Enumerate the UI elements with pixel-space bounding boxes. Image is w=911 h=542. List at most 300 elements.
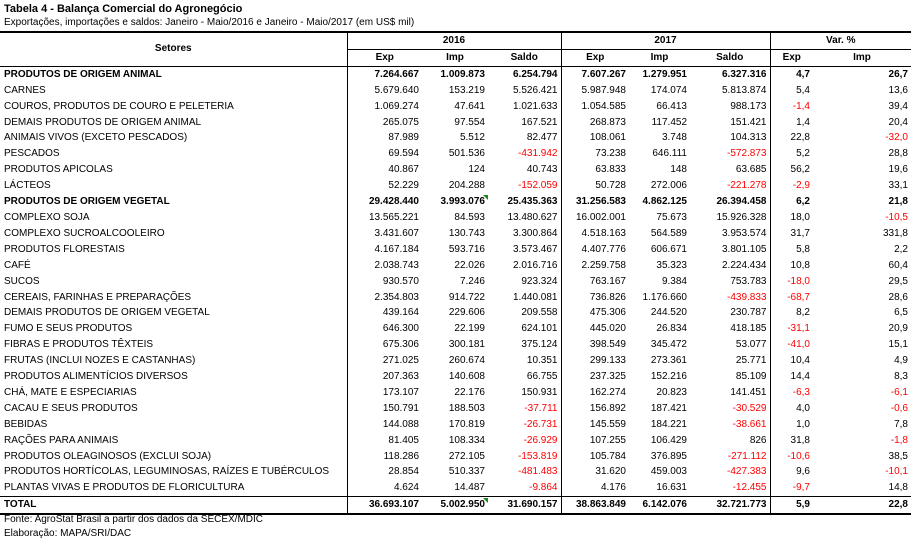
cell-imp-2017: 16.631 xyxy=(656,482,687,494)
cell-imp-2017: 148 xyxy=(670,164,687,176)
cell-saldo-2017: 26.394.458 xyxy=(690,194,770,210)
cell-var-imp: 2,2 xyxy=(894,243,908,255)
sector-label: PRODUTOS DE ORIGEM ANIMAL xyxy=(0,66,347,82)
column-header-var: Var. % xyxy=(770,32,911,49)
cell-exp-2016: 173.107 xyxy=(382,386,419,398)
cell-imp-2016: 204.288 xyxy=(448,180,485,192)
cell-imp-2017: 184.221 xyxy=(650,418,687,430)
table-row xyxy=(0,115,911,131)
cell-imp-2016: 3.993.076 xyxy=(440,196,485,208)
cell-exp-2017: 73.238 xyxy=(595,148,626,160)
cell-exp-2017: 299.133 xyxy=(589,355,626,367)
cell-exp-2017: 145.559 xyxy=(589,418,626,430)
cell-exp-2016: 207.363 xyxy=(382,371,419,383)
cell-imp-2017: 1.176.660 xyxy=(642,291,687,303)
cell-var-imp: 13,6 xyxy=(888,84,908,96)
cell-imp-2016: 914.722 xyxy=(448,291,485,303)
cell-imp-2017: 345.472 xyxy=(650,339,687,351)
cell-saldo-2016: 3.573.467 xyxy=(488,242,561,258)
table-row xyxy=(0,305,911,321)
table-row xyxy=(0,194,911,210)
cell-imp-2016: 108.334 xyxy=(448,434,485,446)
cell-saldo-2016: 3.300.864 xyxy=(488,226,561,242)
cell-var-imp: -6,1 xyxy=(890,386,908,398)
sector-label: CARNES xyxy=(0,83,347,99)
cell-saldo-2016: 1.440.081 xyxy=(488,290,561,306)
cell-saldo-2017: -439.833 xyxy=(690,290,770,306)
cell-var-exp: -10,6 xyxy=(787,450,810,462)
cell-exp-2016: 28.854 xyxy=(388,466,419,478)
cell-saldo-2017: 753.783 xyxy=(690,274,770,290)
cell-exp-2016: 271.025 xyxy=(382,355,419,367)
cell-saldo-2016: -481.483 xyxy=(488,464,561,480)
cell-saldo-2016: 209.558 xyxy=(488,305,561,321)
column-header-saldo-2016: Saldo xyxy=(488,49,561,66)
cell-exp-2016: 646.300 xyxy=(382,323,419,335)
total-imp-2017: 6.142.076 xyxy=(629,497,690,514)
cell-var-imp: 20,4 xyxy=(888,116,908,128)
table-row xyxy=(0,417,911,433)
sector-label: PRODUTOS HORTÍCOLAS, LEGUMINOSAS, RAÍZES E TUBÉRCULOS xyxy=(0,464,347,480)
cell-var-exp: -68,7 xyxy=(787,291,810,303)
cell-exp-2016: 4.624 xyxy=(393,482,419,494)
column-header-var-imp: Imp xyxy=(813,49,911,66)
cell-saldo-2017: 15.926.328 xyxy=(690,210,770,226)
cell-saldo-2016: 10.351 xyxy=(488,353,561,369)
cell-saldo-2017: 6.327.316 xyxy=(690,66,770,82)
cell-var-exp: -9,7 xyxy=(792,482,810,494)
cell-var-imp: -10,5 xyxy=(885,211,908,223)
cell-saldo-2017: 230.787 xyxy=(690,305,770,321)
sector-label: RAÇÕES PARA ANIMAIS xyxy=(0,433,347,449)
cell-var-imp: 38,5 xyxy=(888,450,908,462)
cell-exp-2017: 108.061 xyxy=(589,132,626,144)
cell-var-imp: 8,3 xyxy=(894,371,908,383)
cell-saldo-2016: 167.521 xyxy=(488,115,561,131)
cell-imp-2017: 4.862.125 xyxy=(642,196,687,208)
cell-imp-2017: 174.074 xyxy=(650,84,687,96)
cell-saldo-2017: -12.455 xyxy=(690,480,770,496)
cell-exp-2017: 268.873 xyxy=(589,116,626,128)
cell-imp-2017: 272.006 xyxy=(650,180,687,192)
cell-var-exp: -6,3 xyxy=(792,386,810,398)
cell-var-exp: 5,8 xyxy=(796,243,810,255)
cell-var-exp: 10,8 xyxy=(790,259,810,271)
cell-var-imp: -0,6 xyxy=(890,402,908,414)
cell-imp-2017: 26.834 xyxy=(656,323,687,335)
cell-var-exp: 4,7 xyxy=(796,68,810,80)
cell-var-imp: 21,8 xyxy=(888,196,908,208)
cell-saldo-2016: -153.819 xyxy=(488,449,561,465)
cell-saldo-2017: -38.661 xyxy=(690,417,770,433)
column-header-2017: 2017 xyxy=(561,32,770,49)
cell-imp-2016: 593.716 xyxy=(448,243,485,255)
cell-exp-2017: 50.728 xyxy=(595,180,626,192)
cell-imp-2017: 106.429 xyxy=(650,434,687,446)
cell-var-exp: 14,4 xyxy=(790,371,810,383)
cell-var-exp: 56,2 xyxy=(790,164,810,176)
total-saldo-2016: 31.690.157 xyxy=(488,497,561,514)
cell-imp-2017: 646.111 xyxy=(652,148,687,160)
sector-label: PRODUTOS APICOLAS xyxy=(0,162,347,178)
cell-exp-2016: 4.167.184 xyxy=(374,243,419,255)
cell-saldo-2016: 375.124 xyxy=(488,337,561,353)
cell-saldo-2016: 40.743 xyxy=(488,162,561,178)
cell-exp-2016: 7.264.667 xyxy=(374,68,419,80)
sector-label: CAFÉ xyxy=(0,258,347,274)
cell-saldo-2016: 13.480.627 xyxy=(488,210,561,226)
cell-exp-2016: 13.565.221 xyxy=(368,211,419,223)
cell-var-exp: -2,9 xyxy=(792,180,810,192)
cell-imp-2016: 272.105 xyxy=(448,450,485,462)
sector-label: CHÁ, MATE E ESPECIARIAS xyxy=(0,385,347,401)
sector-label: PLANTAS VIVAS E PRODUTOS DE FLORICULTURA xyxy=(0,480,347,496)
cell-saldo-2017: 5.813.874 xyxy=(690,83,770,99)
table-row xyxy=(0,369,911,385)
cell-imp-2016: 130.743 xyxy=(448,227,485,239)
table-row xyxy=(0,321,911,337)
cell-var-imp: 19,6 xyxy=(888,164,908,176)
cell-imp-2017: 187.421 xyxy=(650,402,687,414)
cell-var-imp: 6,5 xyxy=(894,307,908,319)
cell-exp-2016: 69.594 xyxy=(388,148,419,160)
cell-exp-2017: 162.274 xyxy=(589,386,626,398)
cell-exp-2017: 398.549 xyxy=(589,339,626,351)
cell-saldo-2017: 826 xyxy=(690,433,770,449)
column-header-setores: Setores xyxy=(0,32,347,66)
total-var-exp: 5,9 xyxy=(770,497,813,514)
cell-var-exp: 22,8 xyxy=(790,132,810,144)
cell-exp-2016: 52.229 xyxy=(388,180,419,192)
column-header-exp-2017: Exp xyxy=(561,49,629,66)
cell-saldo-2017: -271.112 xyxy=(690,449,770,465)
cell-saldo-2016: 1.021.633 xyxy=(488,99,561,115)
cell-var-exp: 10,4 xyxy=(790,355,810,367)
table-row xyxy=(0,178,911,194)
cell-exp-2016: 930.570 xyxy=(382,275,419,287)
cell-saldo-2017: -221.278 xyxy=(690,178,770,194)
cell-exp-2016: 2.038.743 xyxy=(374,259,419,271)
cell-exp-2017: 1.054.585 xyxy=(581,100,626,112)
column-header-var-exp: Exp xyxy=(770,49,813,66)
cell-imp-2016: 501.536 xyxy=(448,148,485,160)
cell-exp-2017: 2.259.758 xyxy=(581,259,626,271)
cell-var-imp: 29,5 xyxy=(888,275,908,287)
cell-saldo-2017: 2.224.434 xyxy=(690,258,770,274)
cell-saldo-2017: 53.077 xyxy=(690,337,770,353)
cell-var-imp: -1,8 xyxy=(890,434,908,446)
cell-saldo-2016: 923.324 xyxy=(488,274,561,290)
cell-saldo-2017: 3.953.574 xyxy=(690,226,770,242)
total-var-imp: 22,8 xyxy=(813,497,911,514)
cell-exp-2016: 2.354.803 xyxy=(374,291,419,303)
sector-label: FRUTAS (INCLUI NOZES E CASTANHAS) xyxy=(0,353,347,369)
total-exp-2017: 38.863.849 xyxy=(561,497,629,514)
cell-exp-2016: 40.867 xyxy=(388,164,419,176)
table-row xyxy=(0,162,911,178)
column-header-saldo-2017: Saldo xyxy=(690,49,770,66)
cell-exp-2016: 1.069.274 xyxy=(374,100,419,112)
cell-saldo-2016: 6.254.794 xyxy=(488,66,561,82)
total-saldo-2017: 32.721.773 xyxy=(690,497,770,514)
sector-label: COMPLEXO SUCROALCOOLEIRO xyxy=(0,226,347,242)
sector-label: DEMAIS PRODUTOS DE ORIGEM ANIMAL xyxy=(0,115,347,131)
table-subtitle: Exportações, importações e saldos: Janeiro - Maio/2016 e Janeiro - Maio/2017 (em US$ mil) xyxy=(4,17,415,28)
cell-imp-2016: 510.337 xyxy=(448,466,485,478)
cell-var-exp: 1,0 xyxy=(796,418,810,430)
column-header-exp-2016: Exp xyxy=(347,49,422,66)
cell-saldo-2016: 2.016.716 xyxy=(488,258,561,274)
cell-var-exp: -1,4 xyxy=(792,100,810,112)
cell-saldo-2016: 5.526.421 xyxy=(488,83,561,99)
cell-var-exp: -18,0 xyxy=(787,275,810,287)
cell-var-exp: -41,0 xyxy=(787,339,810,351)
cell-exp-2017: 5.987.948 xyxy=(581,84,626,96)
cell-exp-2016: 439.164 xyxy=(382,307,419,319)
cell-imp-2016: 14.487 xyxy=(454,482,485,494)
table-row xyxy=(0,99,911,115)
table-row xyxy=(0,449,911,465)
cell-var-exp: 5,4 xyxy=(796,84,810,96)
cell-saldo-2017: 25.771 xyxy=(690,353,770,369)
cell-imp-2017: 3.748 xyxy=(661,132,687,144)
cell-imp-2016: 7.246 xyxy=(459,275,485,287)
column-header-imp-2017: Imp xyxy=(629,49,690,66)
table-row xyxy=(0,480,911,496)
table-row xyxy=(0,385,911,401)
cell-var-exp: 4,0 xyxy=(796,402,810,414)
sector-label: PRODUTOS DE ORIGEM VEGETAL xyxy=(0,194,347,210)
sector-label: LÁCTEOS xyxy=(0,178,347,194)
cell-exp-2016: 144.088 xyxy=(382,418,419,430)
cell-imp-2016: 1.009.873 xyxy=(440,68,485,80)
cell-imp-2016: 188.503 xyxy=(448,402,485,414)
cell-var-imp: 15,1 xyxy=(888,339,908,351)
cell-imp-2016: 22.199 xyxy=(454,323,485,335)
cell-imp-2016: 97.554 xyxy=(454,116,485,128)
cell-imp-2016: 229.606 xyxy=(448,307,485,319)
cell-var-imp: -10,1 xyxy=(885,466,908,478)
source-note: Fonte: AgroStat Brasil a partir dos dados da SECEX/MDIC xyxy=(4,514,264,525)
sector-label: COMPLEXO SOJA xyxy=(0,210,347,226)
table-row xyxy=(0,433,911,449)
cell-imp-2017: 35.323 xyxy=(656,259,687,271)
elaboration-note: Elaboração: MAPA/SRI/DAC xyxy=(4,528,132,539)
cell-imp-2017: 117.452 xyxy=(651,116,687,128)
sector-label: COUROS, PRODUTOS DE COURO E PELETERIA xyxy=(0,99,347,115)
cell-var-exp: 18,0 xyxy=(790,211,810,223)
table-row xyxy=(0,464,911,480)
cell-saldo-2017: 141.451 xyxy=(690,385,770,401)
total-label: TOTAL xyxy=(0,497,347,514)
total-exp-2016: 36.693.107 xyxy=(347,497,422,514)
cell-var-imp: 20,9 xyxy=(888,323,908,335)
cell-exp-2016: 118.286 xyxy=(383,450,419,462)
total-imp-2016: 5.002.950 xyxy=(422,497,488,514)
cell-exp-2017: 4.176 xyxy=(600,482,626,494)
cell-var-imp: 39,4 xyxy=(888,100,908,112)
cell-saldo-2016: -26.731 xyxy=(488,417,561,433)
sector-label: FUMO E SEUS PRODUTOS xyxy=(0,321,347,337)
cell-imp-2016: 153.219 xyxy=(448,84,485,96)
cell-imp-2017: 244.520 xyxy=(650,307,687,319)
cell-exp-2016: 265.075 xyxy=(382,116,419,128)
cell-imp-2017: 1.279.951 xyxy=(642,68,687,80)
cell-exp-2017: 237.325 xyxy=(589,371,626,383)
cell-exp-2017: 475.306 xyxy=(589,307,626,319)
cell-imp-2017: 564.589 xyxy=(650,227,687,239)
cell-imp-2016: 260.674 xyxy=(448,355,485,367)
table-row xyxy=(0,226,911,242)
table-row xyxy=(0,290,911,306)
cell-imp-2016: 22.176 xyxy=(454,386,485,398)
sector-label: DEMAIS PRODUTOS DE ORIGEM VEGETAL xyxy=(0,305,347,321)
table-body xyxy=(0,66,911,496)
cell-exp-2017: 31.620 xyxy=(595,466,626,478)
cell-exp-2017: 4.407.776 xyxy=(581,243,626,255)
cell-marker-icon xyxy=(483,498,488,503)
column-header-2016: 2016 xyxy=(347,32,561,49)
sector-label: FIBRAS E PRODUTOS TÊXTEIS xyxy=(0,337,347,353)
cell-saldo-2017: 418.185 xyxy=(690,321,770,337)
cell-var-imp: 4,9 xyxy=(894,355,908,367)
cell-saldo-2017: -30.529 xyxy=(690,401,770,417)
cell-imp-2017: 376.895 xyxy=(650,450,687,462)
cell-imp-2017: 20.823 xyxy=(656,386,687,398)
cell-var-imp: 14,8 xyxy=(888,482,908,494)
cell-saldo-2017: 85.109 xyxy=(690,369,770,385)
cell-imp-2017: 66.413 xyxy=(656,100,687,112)
cell-var-exp: 5,2 xyxy=(796,148,810,160)
cell-var-exp: 31,7 xyxy=(790,227,810,239)
sector-label: ANIMAIS VIVOS (EXCETO PESCADOS) xyxy=(0,130,347,146)
cell-var-exp: 8,2 xyxy=(796,307,810,319)
cell-exp-2016: 87.989 xyxy=(388,132,419,144)
cell-saldo-2017: 151.421 xyxy=(690,115,770,131)
cell-var-exp: 1,4 xyxy=(796,116,810,128)
sector-label: CEREAIS, FARINHAS E PREPARAÇÕES xyxy=(0,290,347,306)
cell-imp-2017: 75.673 xyxy=(656,211,687,223)
cell-exp-2017: 736.826 xyxy=(589,291,626,303)
cell-imp-2017: 9.384 xyxy=(661,275,687,287)
table-row xyxy=(0,401,911,417)
cell-exp-2016: 675.306 xyxy=(382,339,419,351)
table-row xyxy=(0,83,911,99)
sector-label: CACAU E SEUS PRODUTOS xyxy=(0,401,347,417)
cell-exp-2017: 156.892 xyxy=(589,402,626,414)
cell-saldo-2017: 988.173 xyxy=(690,99,770,115)
cell-var-exp: 31,8 xyxy=(790,434,810,446)
cell-imp-2017: 152.216 xyxy=(650,371,687,383)
cell-exp-2017: 105.784 xyxy=(589,450,626,462)
cell-var-exp: 6,2 xyxy=(796,196,810,208)
cell-imp-2016: 140.608 xyxy=(448,371,485,383)
cell-exp-2017: 107.255 xyxy=(589,434,626,446)
table-title: Tabela 4 - Balança Comercial do Agronegócio xyxy=(4,3,243,15)
cell-exp-2017: 763.167 xyxy=(589,275,626,287)
cell-var-imp: 33,1 xyxy=(888,180,908,192)
cell-exp-2016: 29.428.440 xyxy=(368,196,419,208)
cell-saldo-2017: -572.873 xyxy=(690,146,770,162)
cell-var-exp: 9,6 xyxy=(796,466,810,478)
cell-exp-2016: 81.405 xyxy=(388,434,419,446)
cell-var-imp: -32,0 xyxy=(885,132,908,144)
cell-saldo-2017: -427.383 xyxy=(690,464,770,480)
cell-exp-2016: 5.679.640 xyxy=(374,84,419,96)
cell-imp-2016: 300.181 xyxy=(448,339,485,351)
cell-exp-2017: 4.518.163 xyxy=(581,227,626,239)
cell-saldo-2016: -152.059 xyxy=(488,178,561,194)
sector-label: SUCOS xyxy=(0,274,347,290)
cell-imp-2017: 606.671 xyxy=(650,243,687,255)
sector-label: PRODUTOS FLORESTAIS xyxy=(0,242,347,258)
cell-saldo-2016: 66.755 xyxy=(488,369,561,385)
cell-imp-2016: 84.593 xyxy=(454,211,485,223)
cell-exp-2017: 16.002.001 xyxy=(575,211,626,223)
cell-saldo-2016: 25.435.363 xyxy=(488,194,561,210)
cell-imp-2017: 273.361 xyxy=(650,355,687,367)
cell-var-imp: 7,8 xyxy=(894,418,908,430)
cell-exp-2017: 7.607.267 xyxy=(581,68,626,80)
cell-saldo-2016: -9.864 xyxy=(488,480,561,496)
sector-label: PESCADOS xyxy=(0,146,347,162)
cell-saldo-2017: 63.685 xyxy=(690,162,770,178)
cell-imp-2016: 47.641 xyxy=(454,100,485,112)
cell-imp-2017: 459.003 xyxy=(650,466,687,478)
total-row xyxy=(0,497,911,514)
cell-imp-2016: 22.026 xyxy=(454,259,485,271)
cell-saldo-2016: 82.477 xyxy=(488,130,561,146)
table-row xyxy=(0,66,911,82)
sector-label: PRODUTOS ALIMENTÍCIOS DIVERSOS xyxy=(0,369,347,385)
cell-var-imp: 28,8 xyxy=(888,148,908,160)
table-row xyxy=(0,337,911,353)
cell-saldo-2016: -37.711 xyxy=(488,401,561,417)
trade-balance-table xyxy=(0,31,911,515)
cell-var-exp: -31,1 xyxy=(787,323,810,335)
cell-saldo-2017: 104.313 xyxy=(690,130,770,146)
table-row xyxy=(0,274,911,290)
cell-saldo-2016: -431.942 xyxy=(488,146,561,162)
cell-exp-2017: 445.020 xyxy=(589,323,626,335)
cell-marker-icon xyxy=(483,195,488,200)
table-row xyxy=(0,130,911,146)
table-row xyxy=(0,353,911,369)
sector-label: PRODUTOS OLEAGINOSOS (EXCLUI SOJA) xyxy=(0,449,347,465)
table-row xyxy=(0,210,911,226)
cell-exp-2016: 150.791 xyxy=(382,402,419,414)
cell-exp-2017: 63.833 xyxy=(595,164,626,176)
cell-imp-2016: 5.512 xyxy=(459,132,485,144)
cell-saldo-2016: 624.101 xyxy=(488,321,561,337)
cell-var-imp: 26,7 xyxy=(888,68,908,80)
cell-imp-2016: 124 xyxy=(468,164,485,176)
table-row xyxy=(0,146,911,162)
cell-saldo-2017: 3.801.105 xyxy=(690,242,770,258)
cell-imp-2016: 170.819 xyxy=(448,418,485,430)
sector-label: BEBIDAS xyxy=(0,417,347,433)
cell-var-imp: 28,6 xyxy=(888,291,908,303)
cell-saldo-2016: 150.931 xyxy=(488,385,561,401)
column-header-imp-2016: Imp xyxy=(422,49,488,66)
cell-exp-2017: 31.256.583 xyxy=(575,196,626,208)
cell-var-imp: 331,8 xyxy=(882,227,908,239)
table-row xyxy=(0,242,911,258)
cell-exp-2016: 3.431.607 xyxy=(374,227,419,239)
table-row xyxy=(0,258,911,274)
cell-saldo-2016: -26.929 xyxy=(488,433,561,449)
cell-var-imp: 60,4 xyxy=(888,259,908,271)
